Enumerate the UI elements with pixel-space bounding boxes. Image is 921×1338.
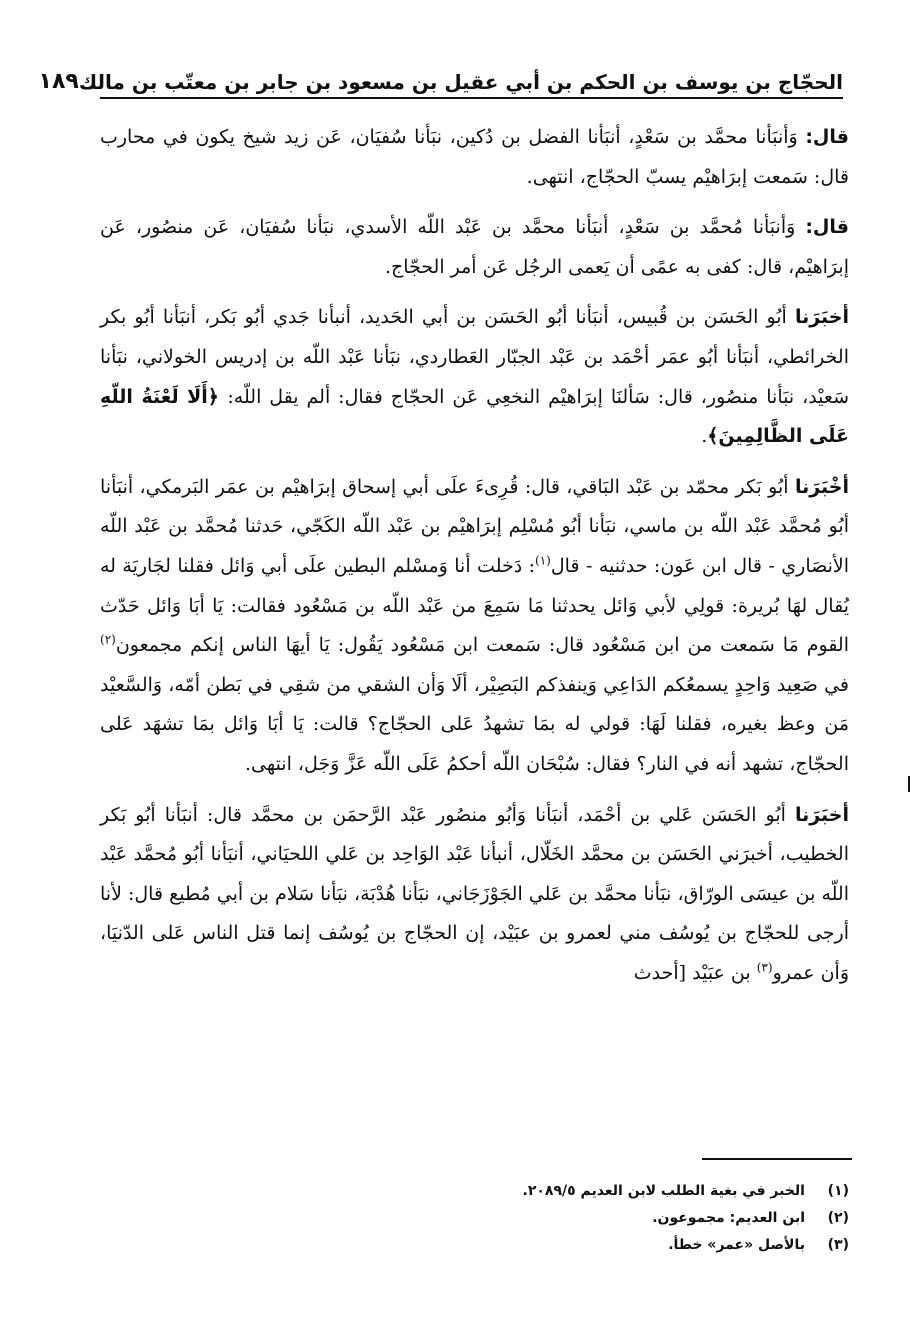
paragraph: [100, 796, 849, 994]
footnote-ref-1[interactable]: (١): [535, 553, 551, 568]
running-title: الحجّاج بن يوسف بن الحكم بن أبي عقيل بن مسعود بن جابر بن معتّب بن مالك: [78, 70, 843, 94]
paragraph-text: وَأنبَأنا محمَّد بن سَعْدٍ، أنبَأنا الفضل بن دُكين، نبَأنا سُفيَان، عَن زيد شيخ يكون في محارب قال: سَمعت إبرَاهيْم يسبّ الحجّاج، انتهى.: [100, 126, 849, 188]
paragraph: [100, 208, 849, 287]
paragraph-lead: أخبَرَنا: [794, 306, 849, 329]
paragraph-text: أبُو بَكر محمّد بن عَبْد البَاقي، قال: قُرِىءَ علَى أبي إسحاق إبرَاهيْم بن عمَر البَرمكي، أنبَأنا أبُو مُحمَّد عَبْد اللّه بن ماسي، نبَأنا أبُو مُسْلِم إبرَاهيْم بن عَبْد اللّه الكَجّي، حَدثنا مُحمَّد بن عَبْد اللّه الأنصَاري - قال ابن عَون: حدثنيه - قال: [100, 475, 849, 577]
footnote-number: (٢): [827, 1210, 849, 1226]
footnote-ref-3[interactable]: (٣): [756, 960, 773, 975]
paragraph-text: أبُو الحَسَن بن قُبيس، أنبَأنا أبُو الحَسَن بن أبي الحَديد، أنبأنا جَدي أبُو بَكر، أنبَأنا أبُو بكر الخرائطي، أنبَأنا أبُو عمَر أحْمَد بن عَبْد الجبّار العَطاردي، نبَأنا عَبْد اللّه بن إدريس الخولاني، نبَأنا سَعيْد، نبَأنا منصُور، قال: سَألنَا إبرَاهيْم النخعِي عَن الحجّاج فقال: ألم يقل اللّه:: [100, 306, 849, 408]
page-number: ١٨٩: [38, 69, 79, 94]
margin-mark: [908, 776, 910, 792]
header-rule: [100, 97, 843, 99]
paragraph: [100, 298, 849, 456]
paragraph: [100, 468, 849, 785]
paragraph-lead: قال:: [805, 216, 849, 239]
paragraph-tail: .: [701, 425, 708, 448]
footnote-text: بالأصل «عمر» خطأ.: [668, 1237, 805, 1253]
paragraph: [100, 118, 849, 197]
paragraph-text-cont: في صَعِيد وَاحِدٍ يسمعُكم الدَاعِي وَينفذكم البَصِيْر، ألَا وَأن الشقي من شقِي في بَطن أمّه، وَالسَّعيْد مَن وعظ بغيره، فقلنا لَهَا: قولي له بمَا تشهدُ عَلى الحجّاج؟ قالت: يَا أبَا وَائل بمَا تشهَد عَلى الحجّاج، تشهد أنه في النار؟ فقال: سُبْحَان اللّه أحكمُ عَلَى اللّه عَزَّ وَجَل، انتهى.: [100, 673, 849, 775]
main-text: [100, 118, 849, 1004]
footnotes: [249, 1178, 849, 1259]
footnote-number: (٣): [827, 1237, 849, 1253]
footnote: [249, 1178, 849, 1205]
paragraph-lead: أخبَرَنا: [794, 803, 849, 826]
paragraph-lead: قال:: [805, 126, 849, 148]
footnote-rule: [702, 1158, 852, 1160]
footnote-ref-2[interactable]: (٢): [100, 632, 116, 647]
running-head: [38, 54, 843, 94]
paragraph-lead: أخْبَرَنا: [794, 475, 849, 498]
paragraph-text: وَأنبَأنا مُحمَّد بن سَعْدٍ، أنبَأنا محمَّد بن عَبْد اللّه الأسدي، نبَأنا سُفيَان، عَن منصُور، عَن إبرَاهيْم، قال: كفى به عمًى أن يَعمى الرجُل عَن أمر الحجّاج.: [100, 216, 849, 278]
footnote: [249, 1232, 849, 1259]
footnote-number: (١): [827, 1183, 849, 1199]
paragraph-text-cont: بن عبَيْد [أحدث: [633, 961, 757, 984]
footnote-text: الخبر في بغية الطلب لابن العديم ٢٠٨٩/٥.: [522, 1183, 805, 1199]
paragraph-text: أبُو الحَسَن عَلي بن أحْمَد، أنبَأنا وَأبُو منصُور عَبْد الرَّحمَن بن محمَّد قال: أنبَأنا أبُو بَكر الخطيب، أخبرَني الحَسَن بن محمَّد الخَلّال، أنبأنا عَبْد الوَاحِد بن عَلي اللحيَاني، أنبَأنا أبُو مُحمَّد عَبْد اللّه بن عيسَى الورّاق، نبَأنا محمَّد بن عَلي الجَوْزَجَاني، نبَأنا هُدْبَة، نبَأنا سَلام بن أبي مُطيع قال: لأنا أرجى للحجّاج بن يُوسُف مني لعمرو بن عبَيْد، إن الحجّاج بن يُوسُف إنما قتل الناس عَلى الدّنيَا، وَأن عمرو: [100, 803, 849, 984]
footnote-text: ابن العديم: مجموعون.: [652, 1210, 805, 1226]
footnote: [249, 1205, 849, 1232]
quran-quote: ﴿أَلَا لَعْنَةُ اللّهِ عَلَى الظَّالِمِينَ﴾: [100, 385, 849, 448]
paragraph-text-cont: : دَخلت أنا وَمسْلم البطين علَى أبي وَائل فقلنا لجَاريَة له يُقال لهَا بُريرة: قولِي لأبي وَائل يحدثنا مَا سَمِعَ من عَبْد اللّه بن مَسْعُود فقالت: يَا أبَا وَائل حَدّث القوم مَا سَمعت من ابن مَسْعُود قال: سَمعت ابن مَسْعُود يَقُول: يَا أيهَا الناس إنكم مجمعون: [100, 554, 849, 657]
